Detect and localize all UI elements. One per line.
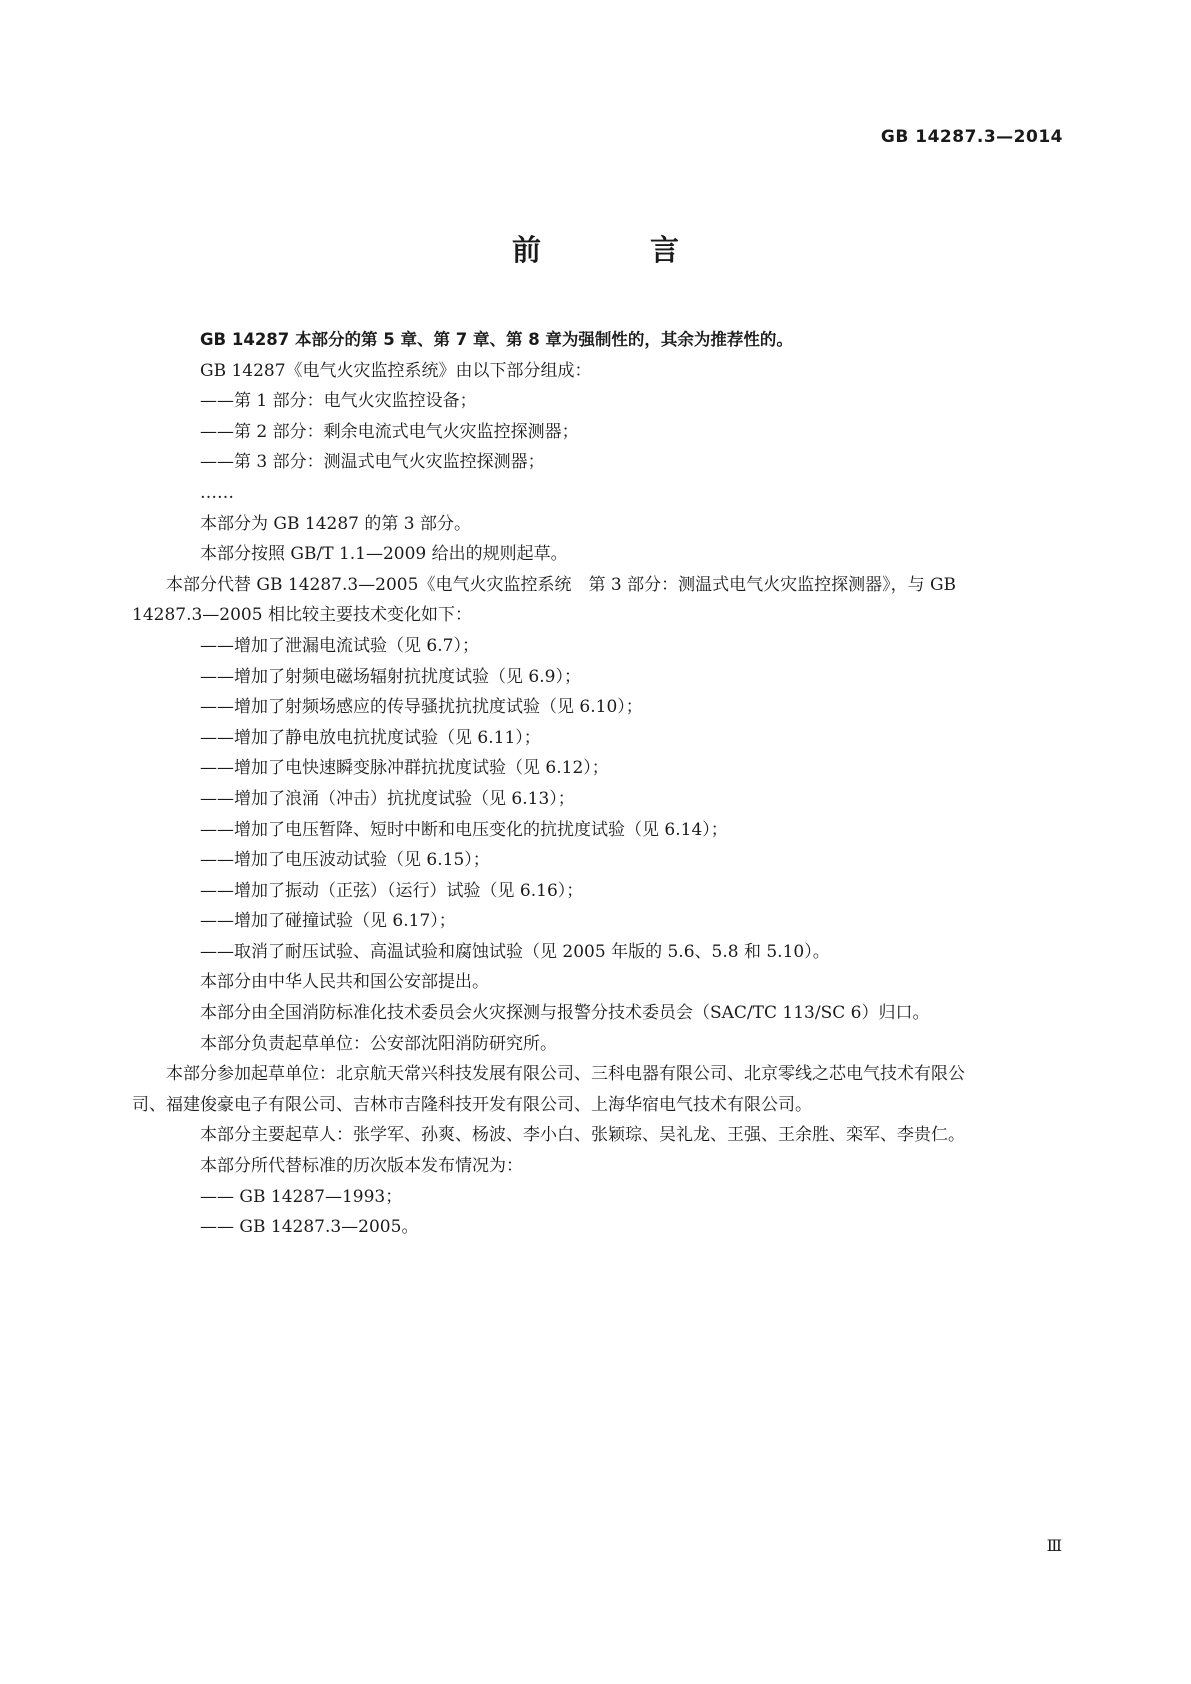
ellipsis: ……	[200, 482, 234, 503]
list-item: ——增加了电压暂降、短时中断和电压变化的抗扰度试验（见 6.14）；	[200, 819, 728, 840]
list-item: ——增加了静电放电抗扰度试验（见 6.11）；	[200, 727, 541, 748]
paragraph: 本部分按照 GB/T 1.1—2009 给出的规则起草。	[200, 544, 568, 565]
paragraph: 本部分主要起草人：张学军、孙爽、杨波、李小白、张颖琮、吴礼龙、王强、王余胜、栾军、李贵仁。	[200, 1125, 965, 1146]
list-item: ——取消了耐压试验、高温试验和腐蚀试验（见 2005 年版的 5.6、5.8 和 5.10）。	[200, 941, 830, 962]
list-item: ——增加了射频电磁场辐射抗扰度试验（见 6.9）；	[200, 666, 581, 687]
list-item: ——增加了浪涌（冲击）抗扰度试验（见 6.13）；	[200, 788, 575, 809]
page-number: Ⅲ	[1046, 1536, 1062, 1555]
list-item: ——增加了电快速瞬变脉冲群抗扰度试验（见 6.12）；	[200, 758, 609, 779]
list-item: ——第 3 部分：测温式电气火灾监控探测器；	[200, 452, 545, 473]
paragraph: 本部分由中华人民共和国公安部提出。	[200, 972, 489, 993]
foreword-body	[132, 325, 1066, 1243]
list-item: —— GB 14287.3—2005。	[200, 1217, 419, 1238]
paragraph: GB 14287《电气火灾监控系统》由以下部分组成：	[200, 360, 592, 381]
list-item: ——增加了泄漏电流试验（见 6.7）；	[200, 635, 479, 656]
mandatory-statement: GB 14287 本部分的第 5 章、第 7 章、第 8 章为强制性的，其余为推荐性的。	[200, 330, 793, 349]
list-item: ——增加了碰撞试验（见 6.17）；	[200, 911, 456, 932]
paragraph: 本部分参加起草单位：北京航天常兴科技发展有限公司、三科电器有限公司、北京零线之芯电气技术有限公司、福建俊豪电子有限公司、吉林市吉隆科技开发有限公司、上海华宿电气技术有限公司。	[132, 1064, 965, 1115]
list-item: ——第 2 部分：剩余电流式电气火灾监控探测器；	[200, 421, 579, 442]
list-item: ——增加了振动（正弦）（运行）试验（见 6.16）；	[200, 880, 584, 901]
document-code: GB 14287.3—2014	[880, 127, 1063, 147]
paragraph: 本部分代替 GB 14287.3—2005《电气火灾监控系统 第 3 部分：测温式电气火灾监控探测器》，与 GB 14287.3—2005 相比较主要技术变化如下：	[132, 574, 957, 626]
page-title: 前 言	[511, 233, 719, 267]
list-item: ——增加了电压波动试验（见 6.15）；	[200, 850, 490, 871]
list-item: ——第 1 部分：电气火灾监控设备；	[200, 391, 477, 412]
paragraph: 本部分由全国消防标准化技术委员会火灾探测与报警分技术委员会（SAC/TC 113/SC 6）归口。	[200, 1003, 930, 1024]
paragraph: 本部分为 GB 14287 的第 3 部分。	[200, 513, 471, 534]
paragraph: 本部分负责起草单位：公安部沈阳消防研究所。	[200, 1033, 557, 1054]
list-item: ——增加了射频场感应的传导骚扰抗扰度试验（见 6.10）；	[200, 697, 643, 718]
list-item: —— GB 14287—1993；	[200, 1186, 403, 1207]
paragraph: 本部分所代替标准的历次版本发布情况为：	[200, 1156, 523, 1177]
